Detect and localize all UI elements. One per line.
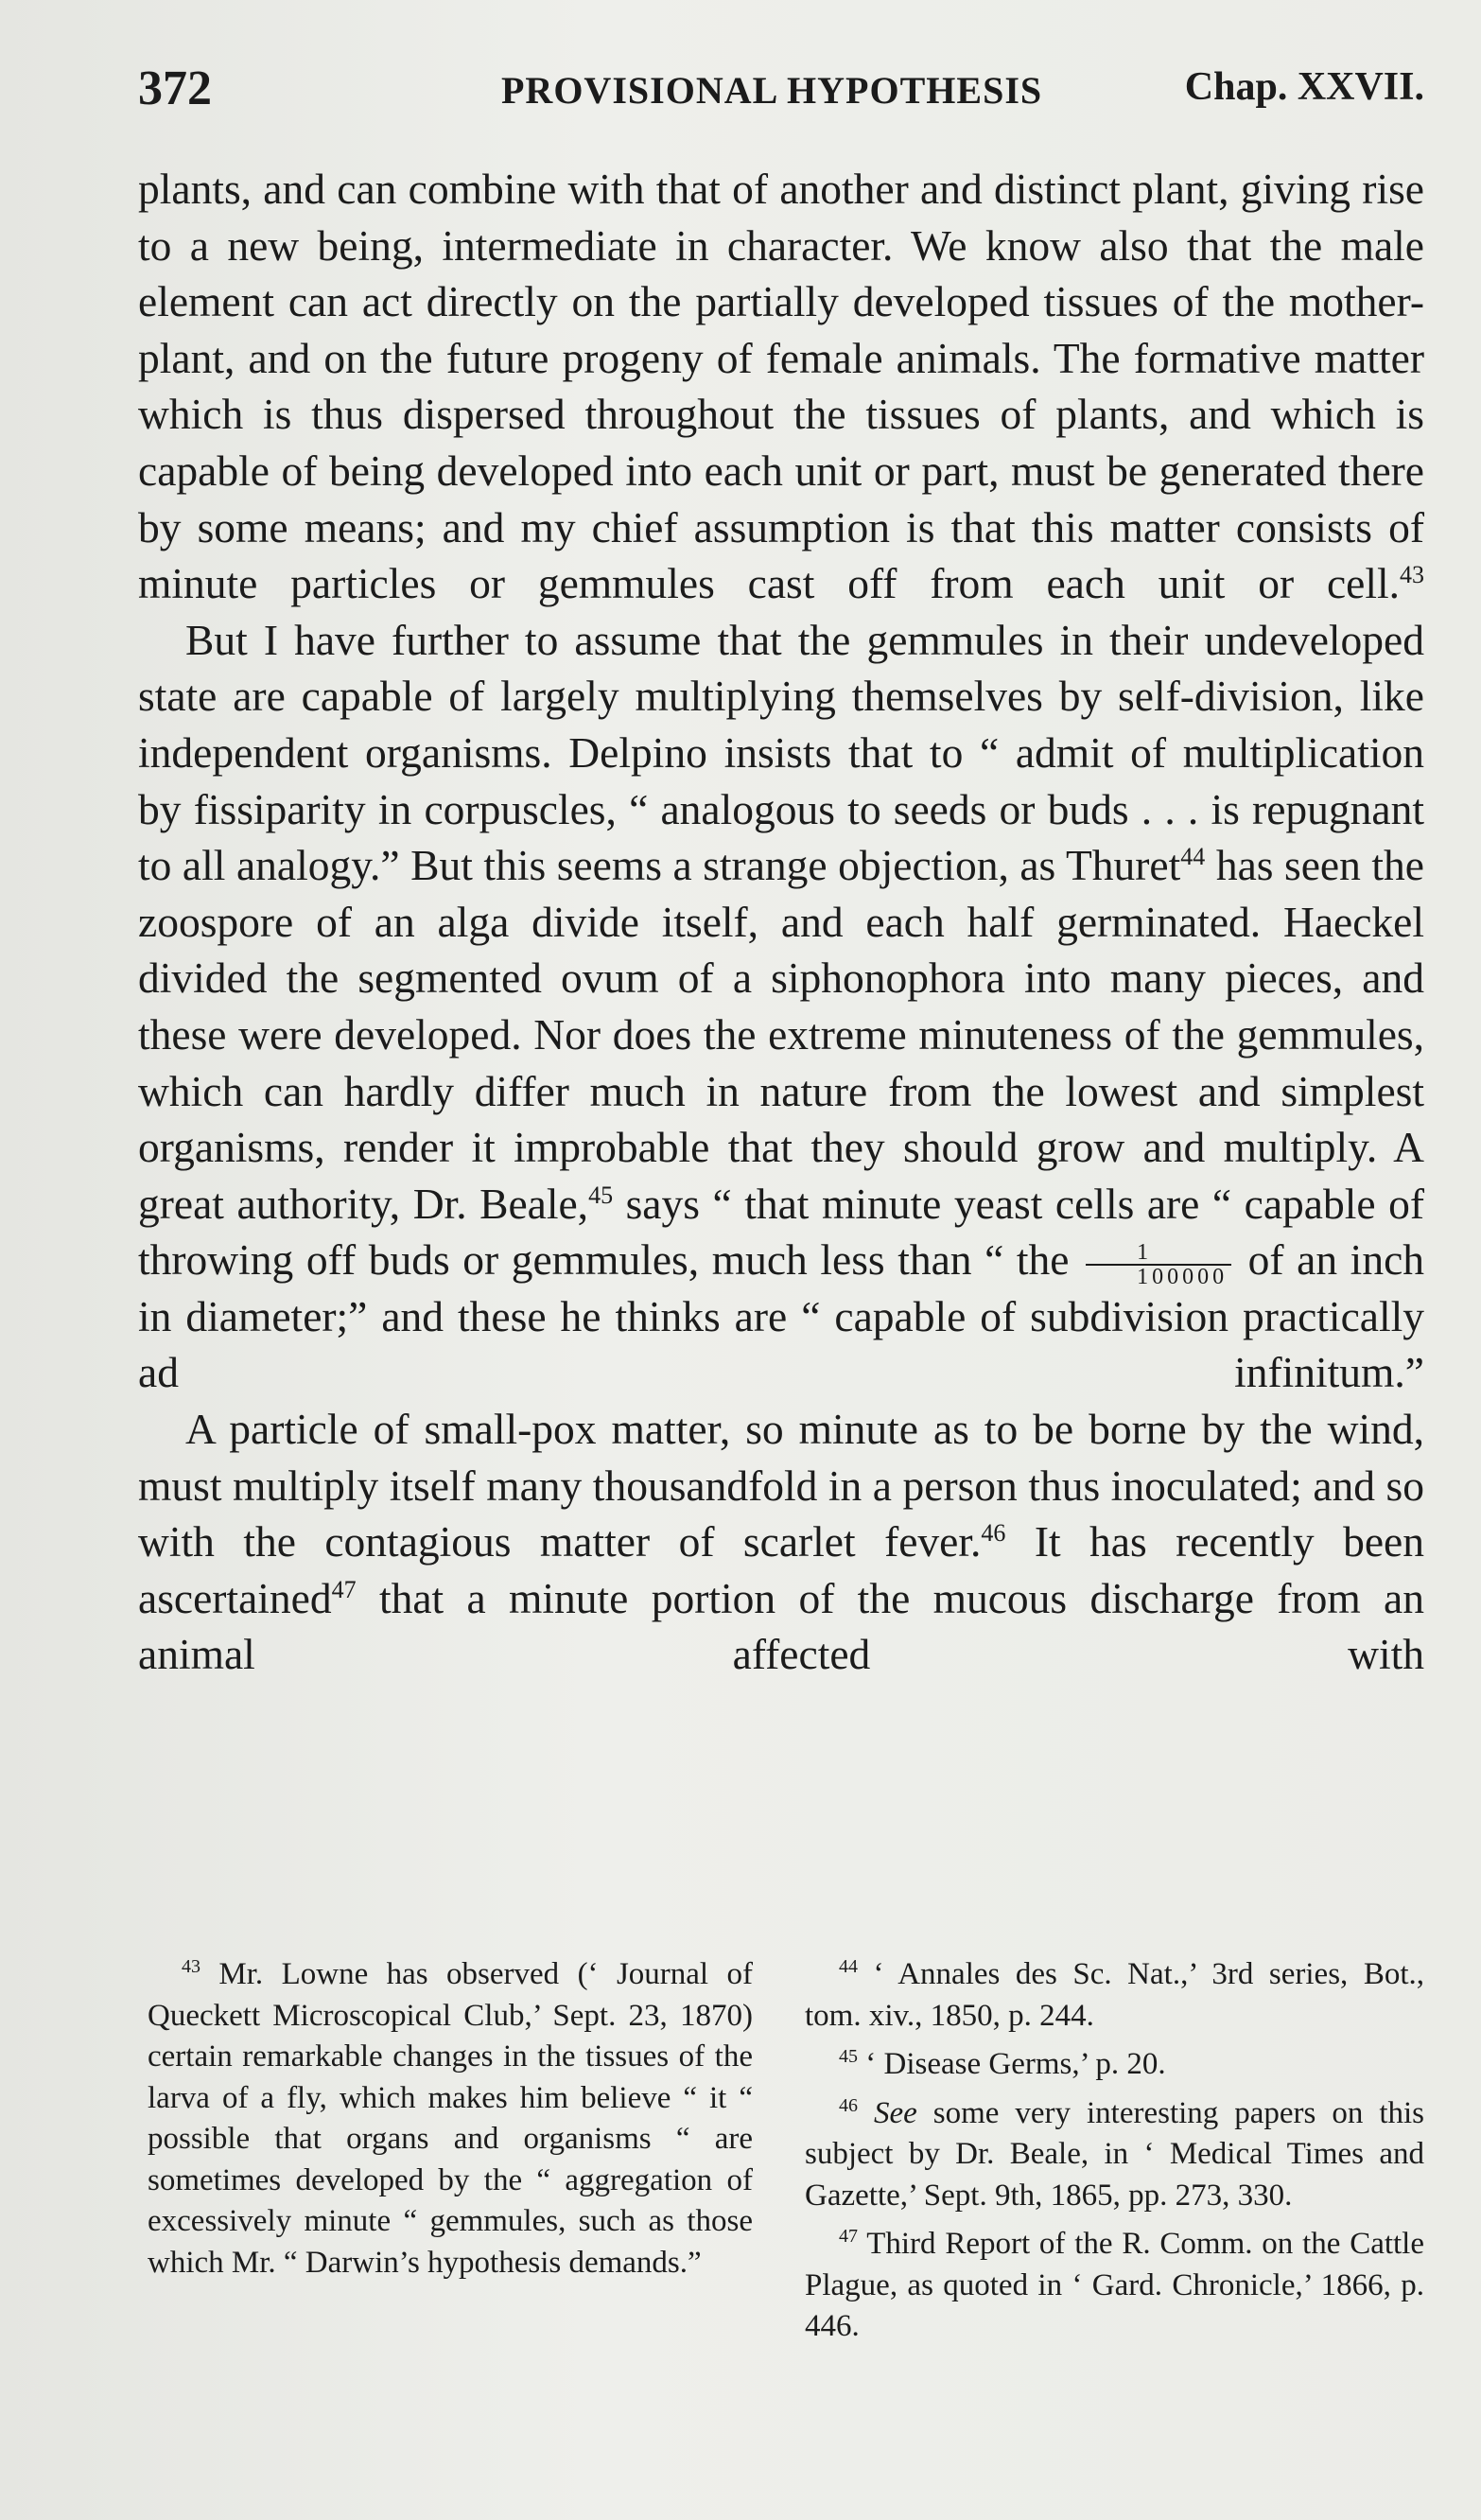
paragraph-2-text-a: But I have further to assume that the gemmules in their undeveloped state are capable of largely multiplying themselves by self-division, like independent organisms. Delpino insists that to “ admit of multiplication by fissiparity in corpuscles, “ analogous to seeds or buds . . . is repugnant to all analogy.” But this seems a strange objection, as Thuret	[138, 615, 1424, 890]
footnote-44-number: 44	[839, 1956, 858, 1977]
footnote-46-text: some very interesting papers on this subject by Dr. Beale, in ‘ Medical Times and Gazette,’ Sept. 9th, 1865, pp. 273, 330.	[805, 2095, 1425, 2213]
fraction	[1086, 1241, 1231, 1288]
footnote-45	[805, 2037, 1424, 2086]
footnote-46-see: See	[873, 2095, 917, 2130]
footnote-43	[148, 1947, 753, 2284]
footnote-ref-47[interactable]: 47	[331, 1575, 357, 1603]
footnote-47	[805, 2216, 1424, 2348]
footnotes-left-column	[148, 1947, 753, 2284]
paragraph-3-text-a: A particle of small-pox matter, so minute as to be borne by the wind, must multiply itself many thousandfold in a person thus inoculated; and so with the contagious matter of scarlet fever.	[138, 1405, 1424, 1566]
footnote-ref-44[interactable]: 44	[1180, 842, 1206, 870]
paragraph-1	[138, 161, 1424, 612]
page-header	[138, 61, 1424, 136]
paragraph-2	[138, 612, 1424, 1401]
paragraph-2-text-b: has seen the zoospore of an alga divide itself, and each half germinated. Haeckel divided the segmented ovum of a siphonophora into many pieces, and these were developed. Nor does the extreme minuteness of the gemmules, which can hardly differ much in nature from the lowest and simplest organisms, render it improbable that they should grow and multiply. A great authority, Dr. Beale,	[138, 841, 1424, 1228]
body-text	[138, 161, 1424, 1683]
running-title: PROVISIONAL HYPOTHESIS	[501, 69, 1043, 112]
footnote-46	[805, 2086, 1424, 2217]
footnote-43-number: 43	[182, 1956, 200, 1977]
footnote-ref-46[interactable]: 46	[981, 1519, 1006, 1548]
footnote-47-number: 47	[839, 2226, 858, 2247]
footnote-43-text: Mr. Lowne has observed (‘ Journal of Queckett Microscopical Club,’ Sept. 23, 1870) certain remarkable changes in the tissues of the larva of a fly, which makes him believe “ it “ possible that organs and organisms “ are sometimes developed by the “ aggregation of excessively minute “ gemmules, such as those which Mr. “ Darwin’s hypothesis demands.”	[148, 1957, 753, 2280]
footnote-ref-43[interactable]: 43	[1400, 561, 1424, 588]
footnotes	[138, 1947, 1424, 2391]
paragraph-3-text-c: that a minute portion of the mucous discharge from an animal affected with	[138, 1573, 1424, 1679]
footnote-45-number: 45	[839, 2046, 858, 2067]
page-number: 372	[138, 61, 212, 115]
paragraph-1-text: plants, and can combine with that of another and distinct plant, giving rise to a new being, intermediate in character. We know also that the male element can act directly on the partially developed tissues of the mother-plant, and on the future progeny of female animals. The formative matter which is thus dispersed throughout the tissues of plants, and which is capable of being developed into each unit or part, must be generated there by some means; and my chief assumption is that this matter consists of minute particles or gemmules cast off from each unit or cell.	[138, 165, 1424, 608]
footnote-47-text: Third Report of the R. Comm. on the Cattle Plague, as quoted in ‘ Gard. Chronicle,’ 1866, p. 446.	[805, 2227, 1424, 2343]
footnote-45-text: ‘ Disease Germs,’ p. 20.	[865, 2047, 1166, 2081]
footnote-44-text: ‘ Annales des Sc. Nat.,’ 3rd series, Bot., tom. xiv., 1850, p. 244.	[805, 1957, 1424, 2033]
fraction-numerator: 1	[1086, 1241, 1231, 1266]
footnote-46-number: 46	[839, 2094, 858, 2116]
footnotes-right-column	[805, 1947, 1424, 2348]
paragraph-3	[138, 1401, 1424, 1683]
footnote-ref-45[interactable]: 45	[588, 1181, 614, 1209]
chapter-label: Chap. XXVII.	[1184, 65, 1424, 109]
footnote-44	[805, 1947, 1424, 2037]
paragraph-2-text-d: of an inch in diameter;” and these he thinks are “ capable of subdivision practically ad infinitum.”	[138, 1235, 1425, 1397]
paragraph-2-text-c: says “ that minute yeast cells are “ capable of throwing off buds or gemmules, much less than “ the	[138, 1179, 1424, 1285]
paragraph-3-text-b: It has recently been ascertained	[138, 1517, 1424, 1622]
fraction-denominator: 100000	[1137, 1264, 1228, 1289]
